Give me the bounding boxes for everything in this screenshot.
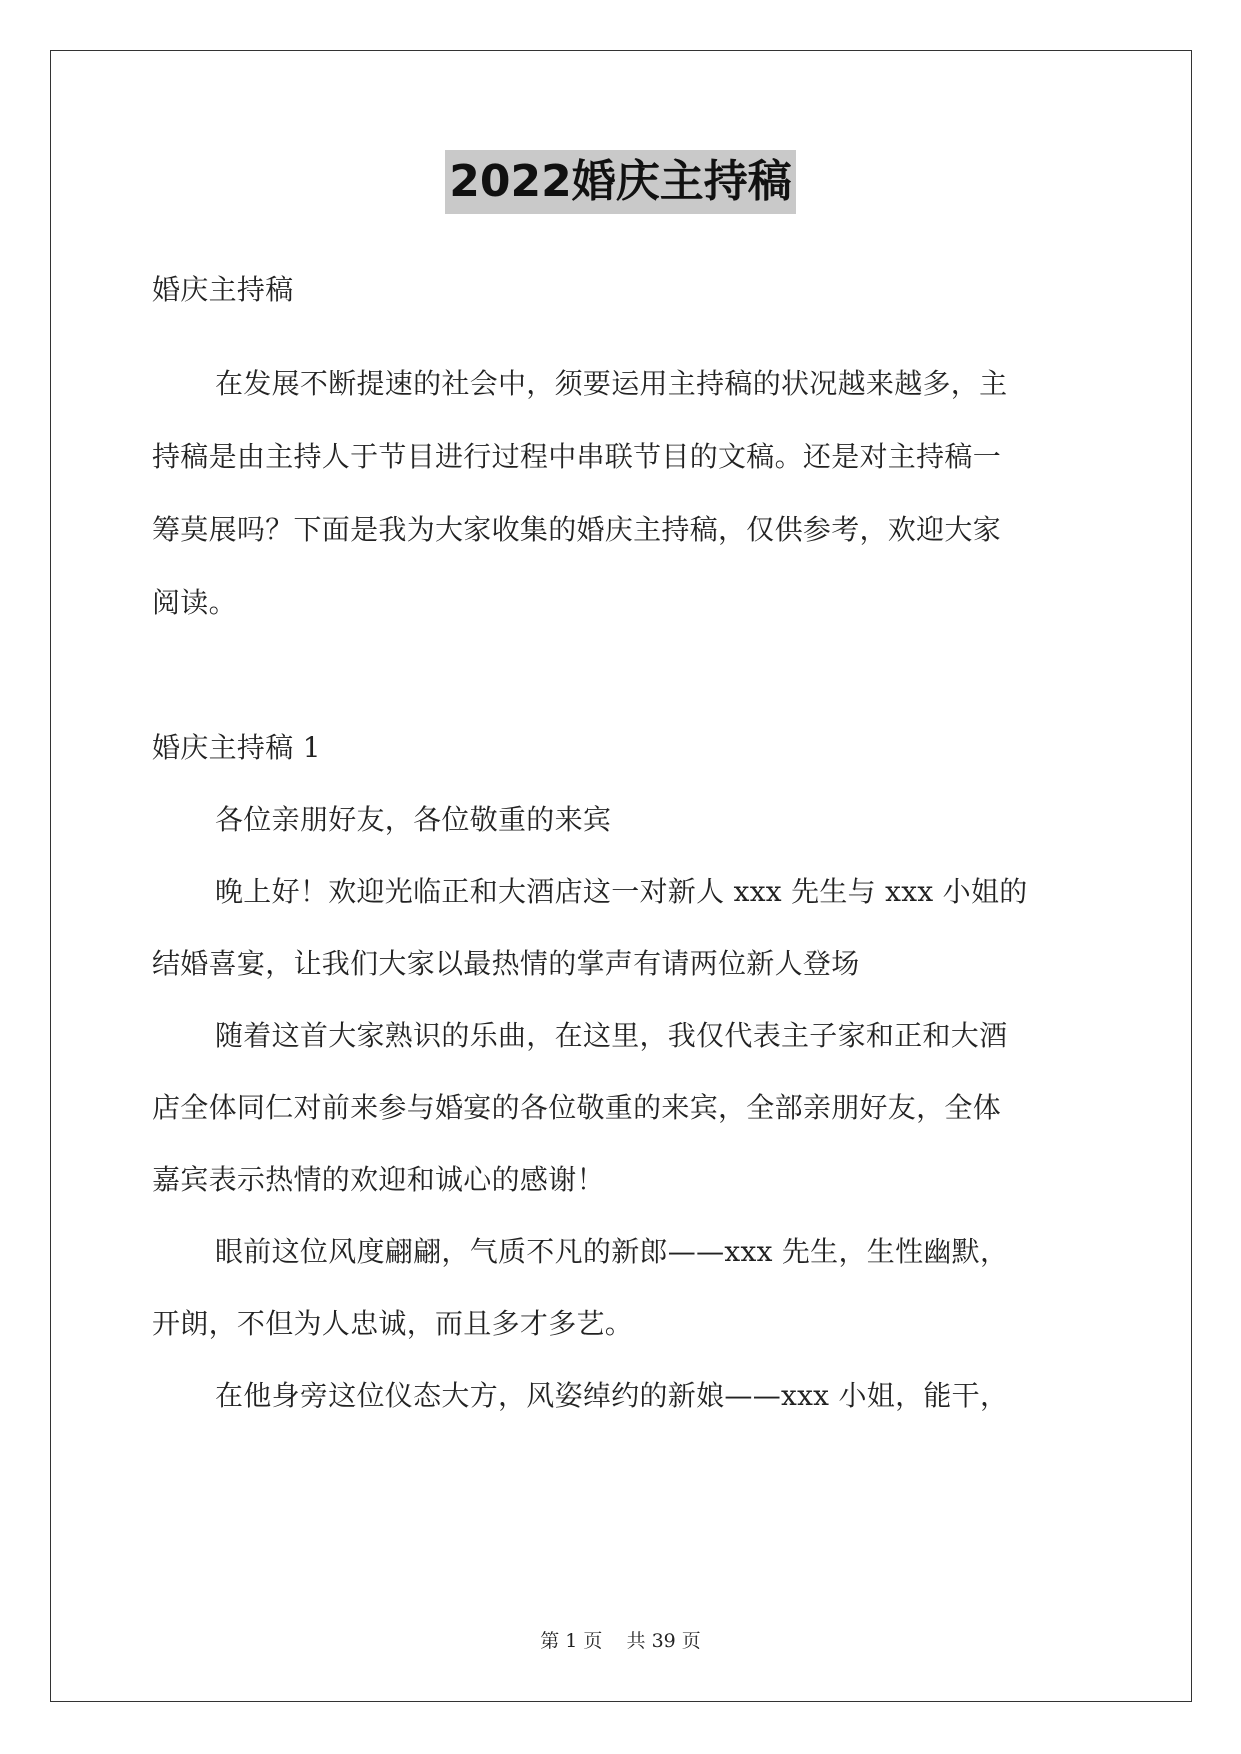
section1-heading: 婚庆主持稿 1 (152, 731, 321, 764)
intro-line: 筹莫展吗？下面是我为大家收集的婚庆主持稿，仅供参考，欢迎大家 (152, 513, 1002, 546)
section1-line: 店全体同仁对前来参与婚宴的各位敬重的来宾，全部亲朋好友，全体 (152, 1091, 1002, 1124)
section1-line: 嘉宾表示热情的欢迎和诚心的感谢！ (152, 1163, 605, 1196)
section1-line: 在他身旁这位仪态大方，风姿绰约的新娘——xxx 小姐，能干， (215, 1379, 1009, 1412)
section1-line: 各位亲朋好友，各位敬重的来宾 (215, 803, 612, 836)
page-footer (0, 1626, 1241, 1653)
section1-line: 晚上好！欢迎光临正和大酒店这一对新人 xxx 先生与 xxx 小姐的 (215, 875, 1028, 908)
intro-line: 阅读。 (152, 586, 237, 619)
document-title: 2022婚庆主持稿 (445, 150, 795, 214)
document-body (152, 260, 1092, 1438)
title-wrap (0, 150, 1241, 214)
section1-line: 眼前这位风度翩翩，气质不凡的新郎——xxx 先生，生性幽默， (215, 1235, 1009, 1268)
page-total: 共 39 页 (626, 1630, 701, 1652)
section1-line: 结婚喜宴，让我们大家以最热情的掌声有请两位新人登场 (152, 947, 860, 980)
intro-line: 在发展不断提速的社会中，须要运用主持稿的状况越来越多，主 (215, 367, 1008, 400)
intro-heading: 婚庆主持稿 (152, 273, 294, 306)
section1-line: 随着这首大家熟识的乐曲，在这里，我仅代表主子家和正和大酒 (215, 1019, 1008, 1052)
section1-line: 开朗，不但为人忠诚，而且多才多艺。 (152, 1307, 634, 1340)
intro-line: 持稿是由主持人于节目进行过程中串联节目的文稿。还是对主持稿一 (152, 440, 1002, 473)
page-number: 第 1 页 (540, 1630, 603, 1652)
